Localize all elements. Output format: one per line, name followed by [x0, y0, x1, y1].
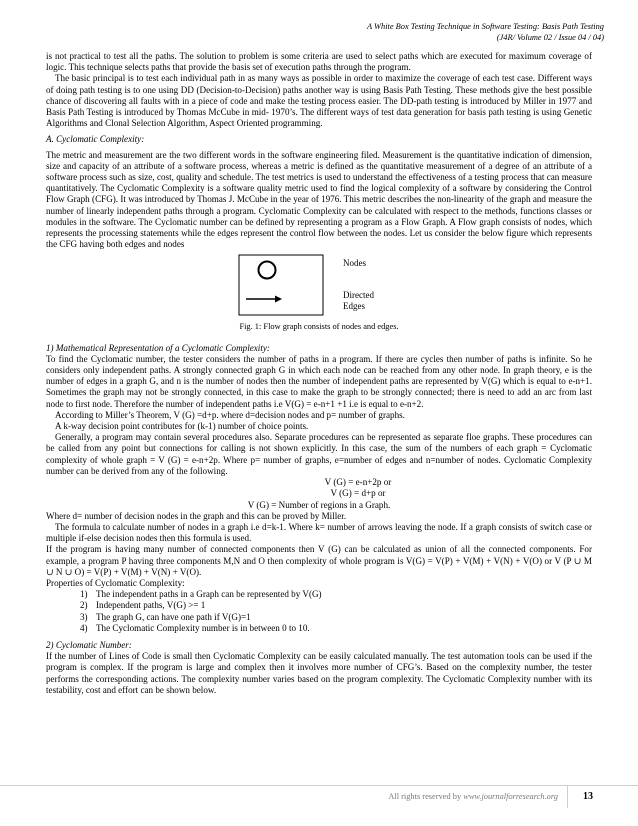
- nodes-label: Nodes: [343, 258, 366, 269]
- subsection-heading-cyclomatic-number: 2) Cyclomatic Number:: [46, 639, 132, 650]
- page-number: 13: [567, 786, 608, 808]
- directed-label: Directed: [343, 290, 374, 301]
- paragraph: A k-way decision point contributes for (k-1) number of choice points.: [55, 421, 309, 432]
- paragraph: The basic principal is to test each individual path in as many ways as possible in order to maximize the coverage of each test case. Different ways of doing path testing is to one using DD (Decision-to-Decision) paths another way is using Basis Path Testing. These methods give the best possible chance of discovering all faults with in a piece of code and make the testing process easier. The DD-path testing is introduced by Miller in 1977 and Basis Path Testing is introduced by Thomas McCube in mid- 1970’s. The different ways of test data generation for basis path testing is using Genetic Algorithms and Clonal Selection Algorithm, Aspect Oriented programming.: [46, 73, 592, 129]
- list-item: 1) The independent paths in a Graph can be represented by V(G): [80, 589, 322, 600]
- properties-heading: Properties of Cyclomatic Complexity:: [46, 577, 185, 588]
- paragraph: If the number of Lines of Code is small then Cyclomatic Complexity can be easily calculated manually. The test automation tools can be used if the program is complex. If the program is large and complex then it involves more number of CFG’s. Based on the complexity number, the tester performs the corresponding actions. The complexity number varies based on the program complexity. The Cyclomatic Complexity number with its testability, cost and effort can be shown below.: [46, 651, 592, 695]
- formula: V (G) = Number of regions in a Graph.: [247, 499, 391, 510]
- footer-rights: All rights reserved by www.journalforresearch.org: [388, 792, 558, 801]
- formula: V (G) = d+p or: [330, 488, 386, 499]
- paragraph: According to Miller’s Theorem, V (G) =d+p. where d=decision nodes and p= number of graphs.: [55, 409, 405, 420]
- paragraph: The formula to calculate number of nodes in a graph i.e d=k-1. Where k= number of arrows leaving the node. If a graph consists of switch case or multiple if-else decision nodes then this formula is used.: [46, 521, 592, 544]
- properties-list: [46, 589, 592, 634]
- subsection-heading-mathematical: 1) Mathematical Representation of a Cyclomatic Complexity:: [46, 342, 270, 353]
- paragraph: is not practical to test all the paths. The solution to problem is some criteria are used to select paths which are executed for maximum coverage of logic. This technique selects paths that provide the basis set of execution paths through the program.: [46, 51, 592, 73]
- page-header: [184, 22, 604, 43]
- list-item: 3) The graph G, can have one path if V(G)=1: [80, 611, 251, 622]
- paragraph: Where d= number of decision nodes in the graph and this can be proved by Miller.: [46, 510, 347, 521]
- page-footer: [0, 785, 638, 808]
- journal-title: A White Box Testing Technique in Software Testing: Basis Path Testing: [367, 22, 604, 31]
- journal-website-link[interactable]: www.journalforresearch.org: [463, 792, 558, 801]
- list-item: 4) The Cyclomatic Complexity number is in between 0 to 10.: [80, 622, 310, 633]
- figure-caption: Fig. 1: Flow graph consists of nodes and edges.: [239, 322, 399, 332]
- figure-graphic: [237, 254, 457, 316]
- paragraph: The metric and measurement are the two different words in the software engineering filed. Measurement is the quantitative indication of dimension, size and capacity of an attribute of a software process, whereas a metric is defined as the quantitative measurement of a degree of an attribute of a software process such as size, cost, quality and schedule. The test metrics is used to understand the effectiveness of a testing process that can measure quantitatively. The Cyclomatic Complexity is a software quality metric used to find the logical complexity of a software by considering the Control Flow Graph (CFG). It was introduced by Thomas J. McCube in the year of 1976. This metric describes the non-linearity of the graph and measure the number of linearly independent paths through a program. Cyclomatic Complexity can be calculated with respect to the methods, functions classes or modules in the software. The Cyclomatic number can be defined by representing a program as a Flow Graph. A Flow graph consists of nodes, which represents the processing statements while the edges represent the control flow between the nodes. Let us consider the below figure which represents the CFG having both edges and nodes: [46, 149, 592, 250]
- paragraph: Generally, a program may contain several procedures also. Separate procedures can be represented as separate floe graphs. These procedures can be called from any point but connections for calling is not shown explicitly. In this case, the sum of the numbers of each graph = Cyclomatic complexity of whole graph = V (G) = e-n+2p. Where p= number of graphs, e=number of edges and n=number of nodes. Cyclomatic Complexity number can be derived from any of the following.: [46, 432, 592, 476]
- article-body: [46, 51, 592, 696]
- list-item: 2) Independent paths, V(G) >= 1: [80, 600, 206, 611]
- section-heading-cyclomatic-complexity: A. Cyclomatic Complexity:: [46, 134, 145, 145]
- volume-info: (J4R/ Volume 02 / Issue 04 / 04): [496, 32, 604, 42]
- paragraph: If the program is having many number of connected components then V (G) can be calculated as union of all the connected components. For example, a program P having three components M,N and O then complexity of whole program is V(G) = V(P) + V(M) + V(N) + V(O) or V (P ∪ M ∪ N ∪ O) = V(P) + V(M) + V(N) + V(O).: [46, 544, 592, 577]
- edge-arrowhead-icon: [275, 296, 282, 303]
- paragraph: To find the Cyclomatic number, the tester considers the number of paths in a program. If there are cycles then number of paths is infinite. So he considers only independent paths. A strongly connected graph G in which each node can be reached from any other node. In graph theory, e is the number of edges in a graph G, and n is the number of nodes then the number of independent paths are represented by V(G) which is equal to e-n+1. Sometimes the graph may not be strongly connected, in this case to make the graph to be strongly connected; there is need to add an arc from last node to first node. Therefore the number of independent paths i.e V(G) = e-n+1 +1 i.e is equal to e-n+2.: [46, 353, 592, 409]
- figure-frame: [239, 255, 323, 315]
- node-circle-icon: [259, 262, 276, 279]
- formula: V (G) = e-n+2p or: [324, 477, 392, 488]
- edges-label: Edges: [343, 301, 365, 312]
- flow-graph-figure: [237, 254, 457, 316]
